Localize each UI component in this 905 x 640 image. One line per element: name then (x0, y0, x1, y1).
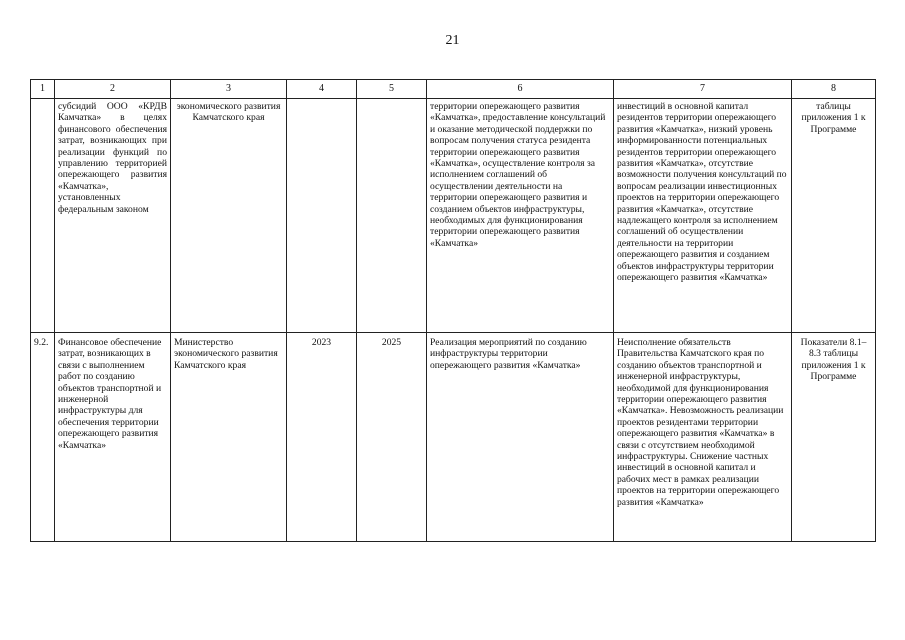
expected-result-cell: Реализация мероприятий по созданию инфраструктуры территории опережающего развития «Камчатка» (427, 333, 614, 542)
column-number-cell: 5 (357, 80, 427, 99)
program-measures-table (30, 79, 876, 542)
consequences-cell: Неисполнение обязательств Правительства Камчатского края по созданию объектов транспортной и инженерной инфраструктуры, необходимой для функционирования территории опережающего развития «Камчатка». Невозможность реализации проектов резидентами территории опережающего развития «Камчатка» в связи с отсутствием необходимой инфраструктуры. Снижение частных инвестиций в основной капитал и рабочих мест в рамках реализации проектов на территории опережающего развития «Камчатка» (614, 333, 792, 542)
measure-name-cell: субсидий ООО «КРДВ Камчатка» в целях финансового обеспечения затрат, возникающих при реализации функций по управлению территорией опережающего развития «Камчатка», установленных федеральным законом (55, 99, 171, 333)
column-number-cell: 4 (287, 80, 357, 99)
start-year-cell: 2023 (287, 333, 357, 542)
measure-name-cell: Финансовое обеспечение затрат, возникающих в связи с выполнением работ по созданию объектов транспортной и инженерной инфраструктуры для обеспечения территории опережающего развития «Камчатка» (55, 333, 171, 542)
end-year-cell (357, 99, 427, 333)
page-number: 21 (445, 33, 460, 48)
column-number-cell: 3 (171, 80, 287, 99)
column-number-cell: 7 (614, 80, 792, 99)
row-number-cell: 9.2. (31, 333, 55, 542)
expected-result-cell: территории опережающего развития «Камчатка», предоставление консультаций и оказание методической поддержки по вопросам получения статуса резидента территории опережающего развития «Камчатка», осуществление контроля за исполнением соглашений об осуществлении деятельности на территории опережающего развития и созданием объектов инфраструктуры, необходимых для функционирования территории опережающего развития «Камчатка» (427, 99, 614, 333)
start-year-cell (287, 99, 357, 333)
column-number-cell: 6 (427, 80, 614, 99)
executor-cell: Министерство экономического развития Камчатского края (171, 333, 287, 542)
end-year-cell: 2025 (357, 333, 427, 542)
indicator-link-cell: Показатели 8.1–8.3 таблицы приложения 1 к Программе (792, 333, 876, 542)
column-number-cell: 8 (792, 80, 876, 99)
column-number-row (31, 80, 876, 99)
column-number-cell: 2 (55, 80, 171, 99)
table-row (31, 99, 876, 333)
consequences-cell: инвестиций в основной капитал резидентов территории опережающего развития «Камчатка», низкий уровень информированности потенциальных резидентов территории опережающего развития «Камчатка», отсутствие возможности получения консультаций по вопросам реализации инвестиционных проектов на территории опережающего развития «Камчатка», отсутствие надлежащего контроля за исполнением соглашений об осуществлении деятельности на территории опережающего развития и созданием объектов инфраструктуры территории опережающего развития «Камчатка» (614, 99, 792, 333)
table-row (31, 333, 876, 542)
column-number-cell: 1 (31, 80, 55, 99)
row-number-cell (31, 99, 55, 333)
executor-cell: экономического развития Камчатского края (171, 99, 287, 333)
indicator-link-cell: таблицы приложения 1 к Программе (792, 99, 876, 333)
